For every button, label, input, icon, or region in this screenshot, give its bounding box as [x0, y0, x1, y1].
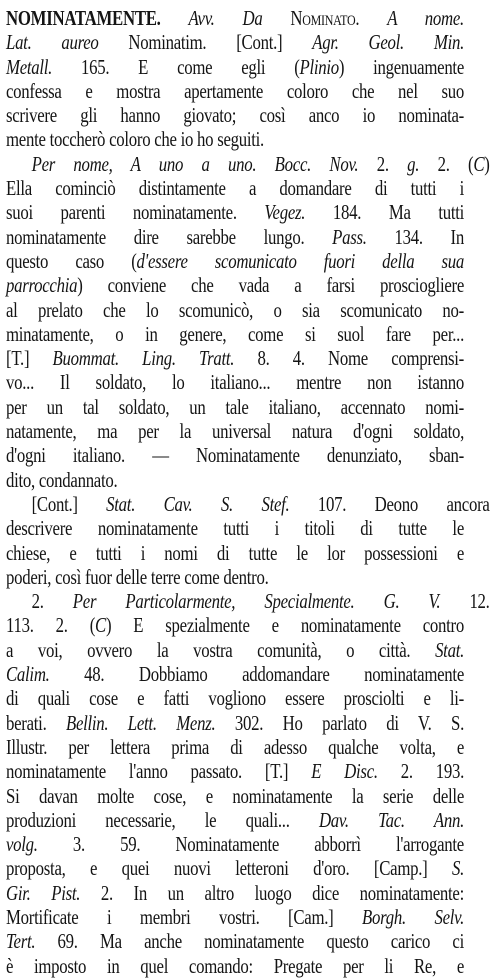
text-segment: [Cont.] — [31, 491, 107, 516]
text-line — [6, 127, 464, 151]
text-segment: Dav. Tac. Ann. — [318, 807, 464, 832]
text-line — [6, 929, 464, 953]
text-segment: poderi, così fuor delle terre come dentro. — [6, 564, 269, 589]
text-segment: Bellin. Lett. Menz. — [65, 710, 216, 735]
text-line — [6, 881, 464, 905]
text-line — [6, 200, 464, 224]
text-segment: 3. 59. Nominatamente abborrì l'arrogante — [37, 832, 464, 857]
text-segment: NOMINATAMENTE. — [6, 6, 161, 30]
text-segment — [161, 6, 189, 30]
text-segment: 2. — [31, 589, 73, 614]
text-segment: Nominato — [290, 6, 356, 30]
text-line — [6, 298, 464, 322]
text-segment: A nome. — [387, 6, 464, 30]
text-segment: Calim. — [6, 662, 50, 687]
text-line — [6, 856, 464, 880]
text-segment: Pass. — [332, 224, 367, 249]
text-segment: 48. Dobbiamo addomandare nominatamente — [49, 662, 464, 687]
text-line — [6, 832, 464, 856]
text-segment: descrivere nominatamente tutti i titoli di tutte le — [6, 516, 464, 541]
text-line — [6, 419, 464, 443]
text-line — [6, 249, 464, 273]
text-line — [6, 784, 464, 808]
text-segment: Per Particolarmente, Specialmente. G. V. — [72, 589, 441, 614]
text-line — [6, 565, 464, 589]
text-segment: Metall. — [6, 54, 53, 79]
text-segment: C — [473, 151, 485, 176]
text-segment: Ella cominciò distintamente a domandare di tutti i — [6, 176, 464, 201]
text-segment: mente toccherò coloro che io ho seguiti. — [6, 127, 264, 152]
text-line — [6, 152, 490, 176]
text-line — [6, 589, 490, 613]
text-segment: 8. 4. Nome comprensi- — [234, 346, 464, 371]
text-segment: di quali cose e fatti vogliono essere prosciolti e li- — [6, 686, 464, 711]
text-segment: questo caso ( — [6, 248, 137, 273]
text-segment: Borgh. Selv. — [362, 904, 464, 929]
text-segment: Si davan molte cose, e nominatamente la serie delle — [6, 783, 464, 808]
text-line — [6, 468, 464, 492]
text-segment: Vegez. — [264, 200, 306, 225]
text-line — [6, 370, 464, 394]
text-segment: Lat. aureo — [6, 30, 99, 55]
text-segment: 184. Ma tutti — [305, 200, 464, 225]
text-line — [6, 759, 464, 783]
text-segment: Illustr. per lettera prima di adesso qualche volta, e — [6, 734, 464, 759]
text-line — [6, 541, 464, 565]
text-segment — [262, 6, 290, 30]
text-segment: scrivere gli hanno giovato; così anco io nominata- — [6, 103, 464, 128]
text-line — [6, 662, 464, 686]
text-segment: a voi, ovvero la vostra comunità, o città. — [6, 637, 436, 662]
text-segment: berati. — [6, 710, 66, 735]
text-line — [6, 225, 464, 249]
text-line — [6, 103, 464, 127]
text-line — [6, 322, 464, 346]
text-segment: natamente, ma per la universal natura d'ogni soldato, — [6, 419, 464, 444]
text-segment: confessa e mostra apertamente coloro che nel suo — [6, 78, 464, 103]
text-segment: 2. ( — [419, 151, 474, 176]
text-line — [6, 492, 490, 516]
text-segment: d'ogni italiano. — Nominatamente denunziato, sban- — [6, 443, 464, 468]
text-segment: S. — [451, 856, 464, 881]
text-line — [6, 638, 464, 662]
text-line — [6, 808, 464, 832]
text-segment: g. — [407, 151, 420, 176]
text-segment: proposta, e quei nuovi letteroni d'oro. [Camp.] — [6, 856, 452, 881]
text-line — [6, 395, 464, 419]
text-segment: 302. Ho parlato di V. S. — [215, 710, 464, 735]
text-segment: Buommat. Ling. Tratt. — [52, 346, 235, 371]
text-segment: d'essere scomunicato fuori della sua — [136, 248, 464, 273]
text-line — [6, 346, 464, 370]
text-segment: 2. In un altro luogo dice nominatamente: — [80, 880, 464, 905]
text-segment: vo... Il soldato, lo italiano... mentre non istanno — [6, 370, 464, 395]
text-segment: Mortificate i membri vostri. [Cam.] — [6, 904, 363, 929]
text-line — [6, 711, 464, 735]
text-segment: per un tal soldato, un tale italiano, accennato nomi- — [6, 394, 464, 419]
text-segment: 2. — [358, 151, 408, 176]
text-segment: nominatamente dire sarebbe lungo. — [6, 224, 333, 249]
text-line — [6, 176, 464, 200]
text-line — [6, 273, 464, 297]
text-line — [6, 6, 464, 30]
text-line — [6, 954, 464, 978]
text-segment: . — [355, 6, 388, 30]
text-segment: Stat. — [435, 637, 464, 662]
text-segment: Plinio — [299, 54, 339, 79]
text-segment: E Disc. — [311, 759, 378, 784]
text-segment: Agr. Geol. Min. — [312, 30, 464, 55]
text-segment: al prelato che lo scomunicò, o sia scomunicato no- — [6, 297, 464, 322]
text-segment: 134. In — [366, 224, 464, 249]
text-segment: ) conviene che vada a farsi prosciogliere — [77, 273, 465, 298]
text-segment: ) E spezialmente e nominatamente contro — [105, 613, 464, 638]
text-segment: 107. Deono ancora — [289, 491, 490, 516]
text-segment: dito, condannato. — [6, 467, 118, 492]
text-segment: 165. E come egli ( — [52, 54, 300, 79]
text-line — [6, 613, 464, 637]
text-segment: Gir. Pist. — [6, 880, 81, 905]
text-segment: minatamente, o in genere, come si suol fare per... — [6, 321, 464, 346]
text-segment — [215, 6, 243, 30]
text-segment: volg. — [6, 832, 38, 857]
text-segment: produzioni necessarie, le quali... — [6, 807, 319, 832]
text-line — [6, 516, 464, 540]
text-segment: [T.] — [6, 346, 53, 371]
text-segment: suoi parenti nominatamente. — [6, 200, 265, 225]
text-segment: Stat. Cav. S. Stef. — [106, 491, 290, 516]
text-segment: 12. — [440, 589, 490, 614]
text-segment: parrocchia — [6, 273, 78, 298]
text-segment: Per nome, A uno a uno. Bocc. Nov. — [31, 151, 359, 176]
text-line — [6, 735, 464, 759]
text-segment: Nominatim. [Cont.] — [98, 30, 313, 55]
text-line — [6, 686, 464, 710]
text-segment: chiese, e tutti i nomi di tutte le lor possessioni e — [6, 540, 464, 565]
text-segment: C — [95, 613, 106, 638]
text-line — [6, 30, 464, 54]
text-segment: 69. Ma anche nominatamente questo carico ci — [35, 929, 465, 954]
text-segment: 2. 193. — [377, 759, 464, 784]
text-line — [6, 443, 464, 467]
text-segment: Avv. — [188, 6, 215, 30]
text-segment: nominatamente l'anno passato. [T.] — [6, 759, 312, 784]
text-line — [6, 905, 464, 929]
text-segment: è imposto in quel comando: Pregate per li Re, e — [6, 953, 464, 978]
text-segment: ) ingenuamente — [338, 54, 464, 79]
text-line — [6, 55, 464, 79]
text-segment: 113. 2. ( — [6, 613, 96, 638]
text-segment: Tert. — [6, 929, 36, 954]
text-line — [6, 79, 464, 103]
text-segment: ) — [484, 151, 490, 176]
text-segment: Da — [242, 6, 263, 30]
